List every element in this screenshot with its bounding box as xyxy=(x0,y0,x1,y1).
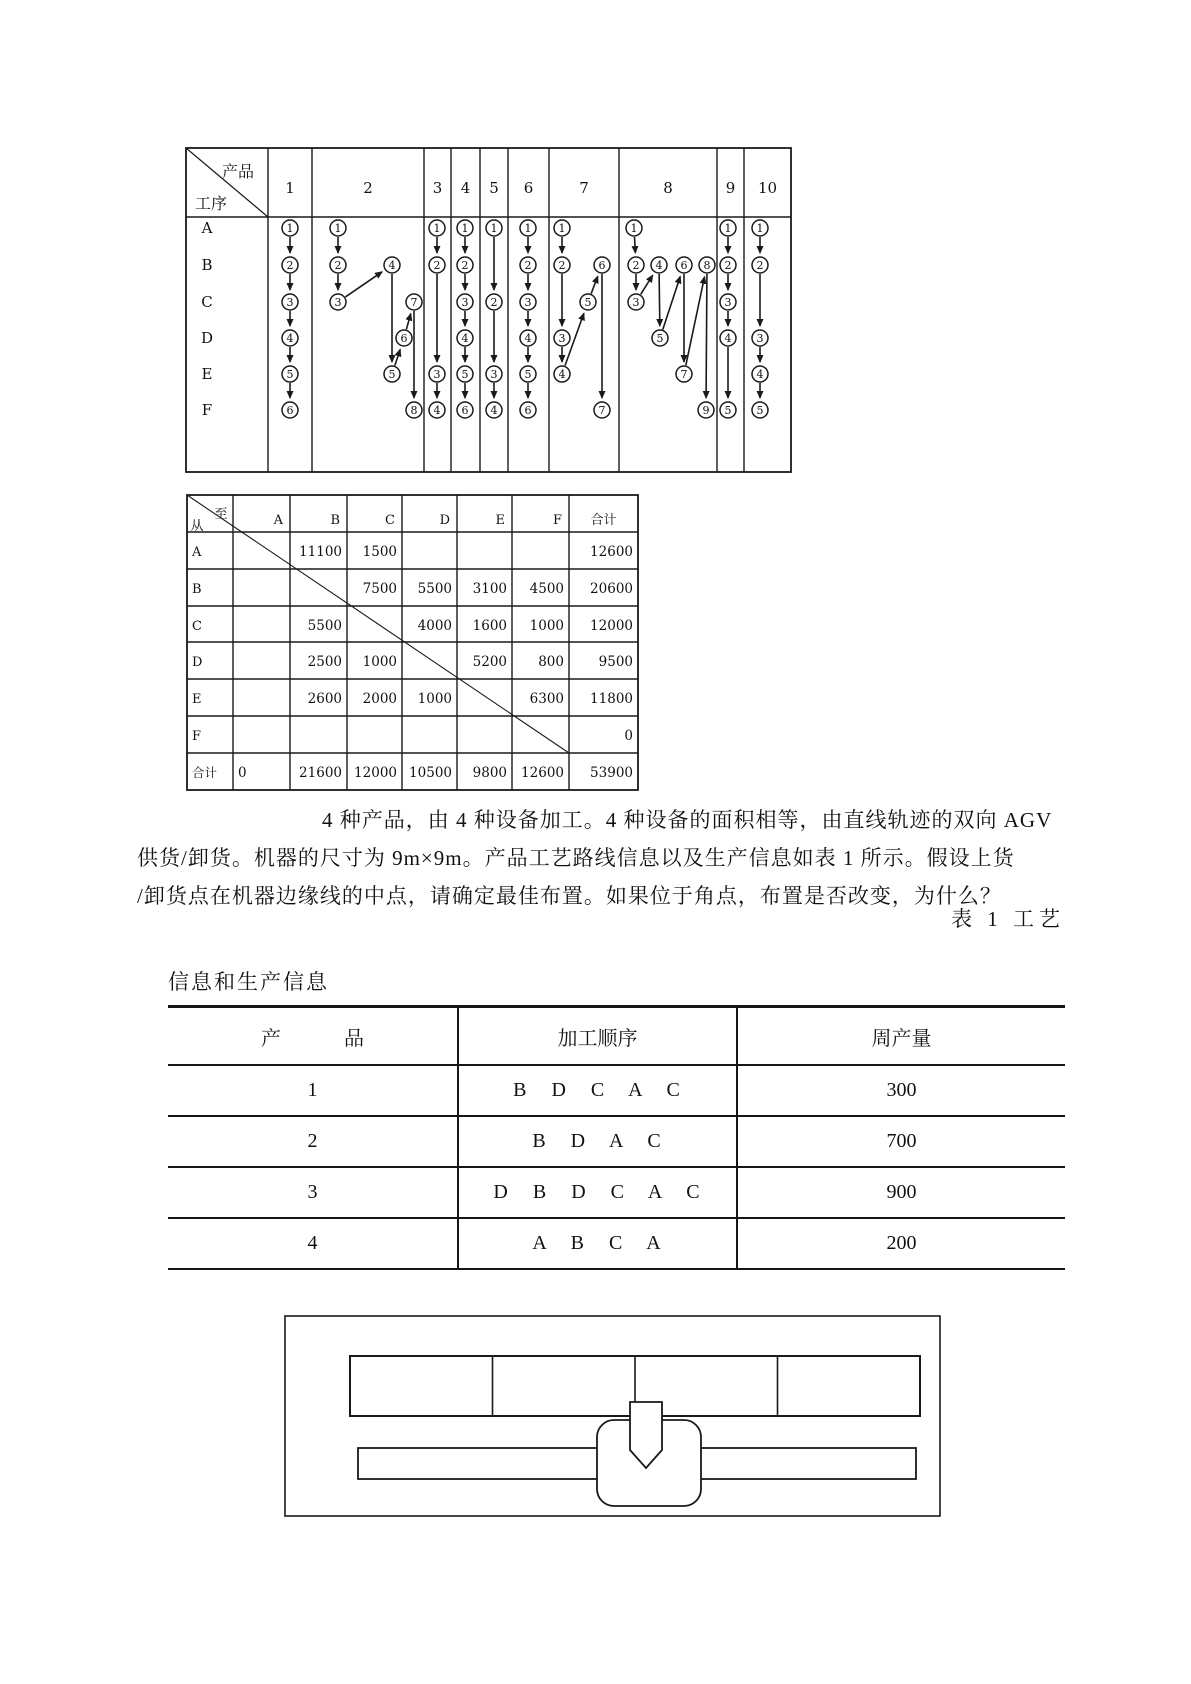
chart-node-number: 8 xyxy=(410,403,418,417)
from-to-row-label: E xyxy=(192,692,202,707)
chart-node-number: 3 xyxy=(490,367,498,381)
chart-node-number: 5 xyxy=(388,367,396,381)
chart-node xyxy=(457,330,473,346)
table1-sequence-cell: D B D C A C xyxy=(458,1167,737,1218)
from-to-cell-value: 0 xyxy=(238,765,247,781)
table1-product-cell: 2 xyxy=(307,1130,318,1152)
table1-output-cell: 700 xyxy=(886,1130,917,1152)
chart-node xyxy=(384,366,400,382)
chart-node xyxy=(457,402,473,418)
from-to-row-label: F xyxy=(192,729,202,744)
chart-node-number: 5 xyxy=(584,295,592,309)
chart-flow-arrow xyxy=(634,237,635,253)
chart-column-header: 3 xyxy=(432,179,443,197)
chart-node xyxy=(396,330,412,346)
chart-node-number: 5 xyxy=(286,367,294,381)
table1-sequence-cell: A B C A xyxy=(458,1218,737,1269)
from-to-row-label: D xyxy=(192,655,203,670)
chart-node-number: 5 xyxy=(461,367,469,381)
chart-row-label: C xyxy=(201,293,213,311)
chart-node-number: 1 xyxy=(433,221,441,235)
chart-node-number: 3 xyxy=(558,331,566,345)
from-to-column-header: B xyxy=(330,513,340,528)
chart-node xyxy=(406,294,422,310)
chart-column-header: 10 xyxy=(757,179,778,197)
table1-body xyxy=(168,1065,1065,1269)
chart-flow-arrow xyxy=(663,276,680,329)
chart-column-header: 4 xyxy=(460,179,471,197)
table1-sequence-cell: B D A C xyxy=(458,1116,737,1167)
from-to-cell-value: 1000 xyxy=(529,618,564,634)
table1-row xyxy=(168,1116,1065,1167)
from-to-cell-value: 2600 xyxy=(307,691,342,707)
chart-node xyxy=(594,402,610,418)
chart-node-number: 7 xyxy=(680,367,688,381)
chart-node xyxy=(652,330,668,346)
chart-node-number: 1 xyxy=(630,221,638,235)
table1-header-cell: 周产量 xyxy=(871,1027,932,1050)
from-to-total-header: 合计 xyxy=(590,513,617,528)
chart-node xyxy=(554,257,570,273)
chart-node-number: 9 xyxy=(702,403,710,417)
chart-node-number: 5 xyxy=(524,367,532,381)
process-chart-figure xyxy=(186,148,791,472)
chart-flow-arrow xyxy=(591,276,598,293)
chart-node xyxy=(282,330,298,346)
paragraph-line-2: 供货/卸货。机器的尺寸为 9m×9m。产品工艺路线信息以及生产信息如表 1 所示。假设上货 xyxy=(137,846,1015,870)
chart-node xyxy=(628,294,644,310)
from-to-corner-to: 至 xyxy=(214,507,228,522)
chart-node-number: 3 xyxy=(724,295,732,309)
chart-node xyxy=(651,257,667,273)
chart-node xyxy=(626,220,642,236)
from-to-cell-value: 12600 xyxy=(521,765,564,781)
chart-node xyxy=(330,220,346,236)
from-to-row-total: 0 xyxy=(624,728,633,744)
chart-node xyxy=(282,257,298,273)
chart-flow-arrow xyxy=(345,272,382,297)
chart-node-number: 2 xyxy=(724,258,732,272)
from-to-column-header: E xyxy=(495,513,505,528)
chart-node-number: 6 xyxy=(524,403,532,417)
chart-column-header: 7 xyxy=(579,179,589,197)
from-to-row-total: 12000 xyxy=(590,618,633,634)
from-to-cell-value: 9800 xyxy=(472,765,507,781)
chart-node xyxy=(520,257,536,273)
chart-node xyxy=(406,402,422,418)
table1-header-cell: 加工顺序 xyxy=(458,1007,737,1066)
from-to-cell-value: 7500 xyxy=(362,581,397,597)
from-to-column-header: F xyxy=(552,513,562,528)
chart-flow-arrow xyxy=(659,274,660,326)
from-to-cell-value: 2500 xyxy=(307,654,342,670)
chart-node xyxy=(554,330,570,346)
chart-node xyxy=(554,366,570,382)
chart-node-number: 5 xyxy=(756,403,764,417)
from-to-cell-value: 2000 xyxy=(362,691,397,707)
paragraph-line-1: 4 种产品，由 4 种设备加工。4 种设备的面积相等，由直线轨迹的双向 AGV xyxy=(322,808,1053,832)
from-to-cell-value: 1000 xyxy=(362,654,397,670)
chart-node xyxy=(457,220,473,236)
from-to-cell-value: 1600 xyxy=(472,618,507,634)
chart-node xyxy=(520,294,536,310)
chart-node-number: 5 xyxy=(656,331,664,345)
chart-flow-arrow xyxy=(395,349,400,365)
from-to-corner-from: 从 xyxy=(190,519,204,534)
chart-node xyxy=(429,220,445,236)
table1-product-cell: 4 xyxy=(307,1232,318,1254)
chart-node xyxy=(520,366,536,382)
table1-header xyxy=(168,1007,1065,1066)
chart-node xyxy=(330,294,346,310)
from-to-row-label: C xyxy=(192,619,202,634)
chart-node xyxy=(486,294,502,310)
chart-row-label: A xyxy=(201,219,213,237)
chart-node xyxy=(330,257,346,273)
chart-node-number: 2 xyxy=(334,258,342,272)
chart-node xyxy=(752,402,768,418)
chart-node-number: 7 xyxy=(410,295,418,309)
chart-column-header: 2 xyxy=(363,179,373,197)
chart-node xyxy=(720,294,736,310)
from-to-cell-value: 11100 xyxy=(299,544,342,560)
chart-node xyxy=(429,402,445,418)
from-to-cell-value: 4500 xyxy=(529,581,564,597)
table1-product-cell: 3 xyxy=(307,1181,318,1203)
chart-node-number: 1 xyxy=(490,221,498,235)
chart-node xyxy=(457,257,473,273)
chart-node xyxy=(720,402,736,418)
table1-caption-left: 信息和生产信息 xyxy=(168,970,329,994)
chart-node-number: 2 xyxy=(524,258,532,272)
chart-node-number: 8 xyxy=(703,258,711,272)
chart-node xyxy=(429,257,445,273)
chart-row-label: B xyxy=(201,256,213,274)
table1-row xyxy=(168,1167,1065,1218)
chart-node-number: 4 xyxy=(724,331,732,345)
table1-caption-right: 表 1 工艺 xyxy=(951,907,1065,931)
chart-node-number: 4 xyxy=(756,367,764,381)
chart-node-number: 4 xyxy=(461,331,469,345)
chart-node-number: 1 xyxy=(334,221,342,235)
chart-column-header: 5 xyxy=(489,179,499,197)
chart-corner-label-product: 产品 xyxy=(221,162,255,181)
chart-node-number: 6 xyxy=(461,403,469,417)
problem-paragraph xyxy=(137,801,1067,915)
chart-node-number: 1 xyxy=(461,221,469,235)
from-to-cell-value: 5200 xyxy=(472,654,507,670)
chart-node-number: 6 xyxy=(598,258,606,272)
table1-header-row xyxy=(168,1007,1065,1066)
from-to-cell-value: 5500 xyxy=(417,581,452,597)
from-to-cell-value: 1000 xyxy=(417,691,452,707)
from-to-cell-value: 21600 xyxy=(299,765,342,781)
from-to-row-label: B xyxy=(192,582,202,597)
chart-node-number: 4 xyxy=(286,331,294,345)
from-to-cell-value: 800 xyxy=(538,654,564,670)
from-to-row-label: A xyxy=(192,545,202,560)
chart-node-number: 4 xyxy=(490,403,498,417)
chart-node xyxy=(628,257,644,273)
chart-row-label: F xyxy=(201,401,213,419)
table1-header-cell: 产 品 xyxy=(261,1027,364,1050)
chart-node xyxy=(554,220,570,236)
table1-product-cell: 1 xyxy=(307,1079,318,1101)
chart-node-number: 2 xyxy=(286,258,294,272)
chart-node xyxy=(520,220,536,236)
chart-node-number: 3 xyxy=(756,331,764,345)
chart-node-number: 2 xyxy=(558,258,566,272)
chart-node-number: 4 xyxy=(388,258,396,272)
from-to-row-label: 合计 xyxy=(192,765,218,780)
chart-node-number: 3 xyxy=(286,295,294,309)
from-to-cell-value: 6300 xyxy=(529,691,564,707)
chart-row-label: D xyxy=(200,329,214,347)
table1-output-cell: 900 xyxy=(886,1181,917,1203)
from-to-cell-value: 4000 xyxy=(417,618,452,634)
chart-node xyxy=(752,366,768,382)
from-to-row-total: 20600 xyxy=(590,581,633,597)
chart-node xyxy=(676,366,692,382)
table1-row xyxy=(168,1065,1065,1116)
chart-node-number: 4 xyxy=(558,367,566,381)
table1-output-cell: 200 xyxy=(886,1232,917,1254)
chart-row-label: E xyxy=(201,365,213,383)
agv-layout-figure xyxy=(285,1316,940,1516)
from-to-table-figure xyxy=(187,495,638,790)
chart-node xyxy=(752,330,768,346)
chart-node xyxy=(282,402,298,418)
from-to-column-header: A xyxy=(273,513,283,528)
chart-column-header: 1 xyxy=(285,179,295,197)
chart-flow-arrow xyxy=(706,274,707,398)
chart-node-number: 4 xyxy=(524,331,532,345)
chart-node xyxy=(282,294,298,310)
chart-corner-label-operation: 工序 xyxy=(194,194,228,213)
from-to-cell-value: 10500 xyxy=(409,765,452,781)
chart-column-header: 6 xyxy=(523,179,534,197)
chart-node-number: 3 xyxy=(334,295,342,309)
chart-flow-arrow xyxy=(641,275,653,294)
chart-node xyxy=(752,257,768,273)
chart-node-number: 2 xyxy=(461,258,469,272)
from-to-column-header: C xyxy=(385,513,395,528)
from-to-row-total: 11800 xyxy=(590,691,633,707)
chart-node-number: 5 xyxy=(724,403,732,417)
chart-node xyxy=(520,402,536,418)
chart-node xyxy=(384,257,400,273)
chart-node xyxy=(486,220,502,236)
chart-node-number: 6 xyxy=(400,331,408,345)
chart-node-number: 1 xyxy=(724,221,732,235)
table1-sequence-cell: B D C A C xyxy=(458,1065,737,1116)
chart-node-number: 2 xyxy=(490,295,498,309)
from-to-column-header: D xyxy=(439,513,450,528)
chart-column-header: 8 xyxy=(663,179,673,197)
chart-node-number: 6 xyxy=(680,258,688,272)
chart-node xyxy=(457,294,473,310)
chart-node xyxy=(282,366,298,382)
chart-node xyxy=(429,366,445,382)
chart-node-number: 3 xyxy=(632,295,640,309)
chart-node xyxy=(580,294,596,310)
table1-process-info xyxy=(168,1005,1065,1270)
chart-node-number: 1 xyxy=(524,221,532,235)
chart-node-number: 4 xyxy=(433,403,441,417)
from-to-cell-value: 1500 xyxy=(362,544,397,560)
chart-node-number: 1 xyxy=(286,221,294,235)
from-to-row-total: 12600 xyxy=(590,544,633,560)
from-to-row-total: 9500 xyxy=(598,654,633,670)
chart-node xyxy=(752,220,768,236)
table1-row xyxy=(168,1218,1065,1269)
chart-node xyxy=(282,220,298,236)
chart-node xyxy=(486,366,502,382)
paragraph-line-3: /卸货点在机器边缘线的中点，请确定最佳布置。如果位于角点，布置是否改变，为什么？ xyxy=(137,884,1002,908)
chart-node-number: 3 xyxy=(433,367,441,381)
chart-node xyxy=(720,220,736,236)
chart-node xyxy=(486,402,502,418)
chart-node xyxy=(520,330,536,346)
from-to-cell-value: 12000 xyxy=(354,765,397,781)
chart-column-header: 9 xyxy=(725,179,736,197)
chart-node-number: 7 xyxy=(598,403,606,417)
chart-node-number: 2 xyxy=(433,258,441,272)
from-to-row-total: 53900 xyxy=(590,765,633,781)
chart-flow-arrow xyxy=(406,314,410,330)
chart-node xyxy=(698,402,714,418)
chart-node-number: 1 xyxy=(756,221,764,235)
chart-node-number: 2 xyxy=(632,258,640,272)
chart-node xyxy=(720,257,736,273)
chart-node xyxy=(594,257,610,273)
chart-flow-arrow xyxy=(686,277,705,365)
chart-node-number: 2 xyxy=(756,258,764,272)
from-to-cell-value: 3100 xyxy=(472,581,507,597)
chart-node xyxy=(699,257,715,273)
chart-node-number: 4 xyxy=(655,258,663,272)
chart-node xyxy=(676,257,692,273)
chart-node-number: 6 xyxy=(286,403,294,417)
chart-node-number: 3 xyxy=(524,295,532,309)
chart-node xyxy=(457,366,473,382)
chart-node-number: 3 xyxy=(461,295,469,309)
chart-node xyxy=(720,330,736,346)
from-to-cell-value: 5500 xyxy=(307,618,342,634)
table1-output-cell: 300 xyxy=(886,1079,917,1101)
chart-node-number: 1 xyxy=(558,221,566,235)
